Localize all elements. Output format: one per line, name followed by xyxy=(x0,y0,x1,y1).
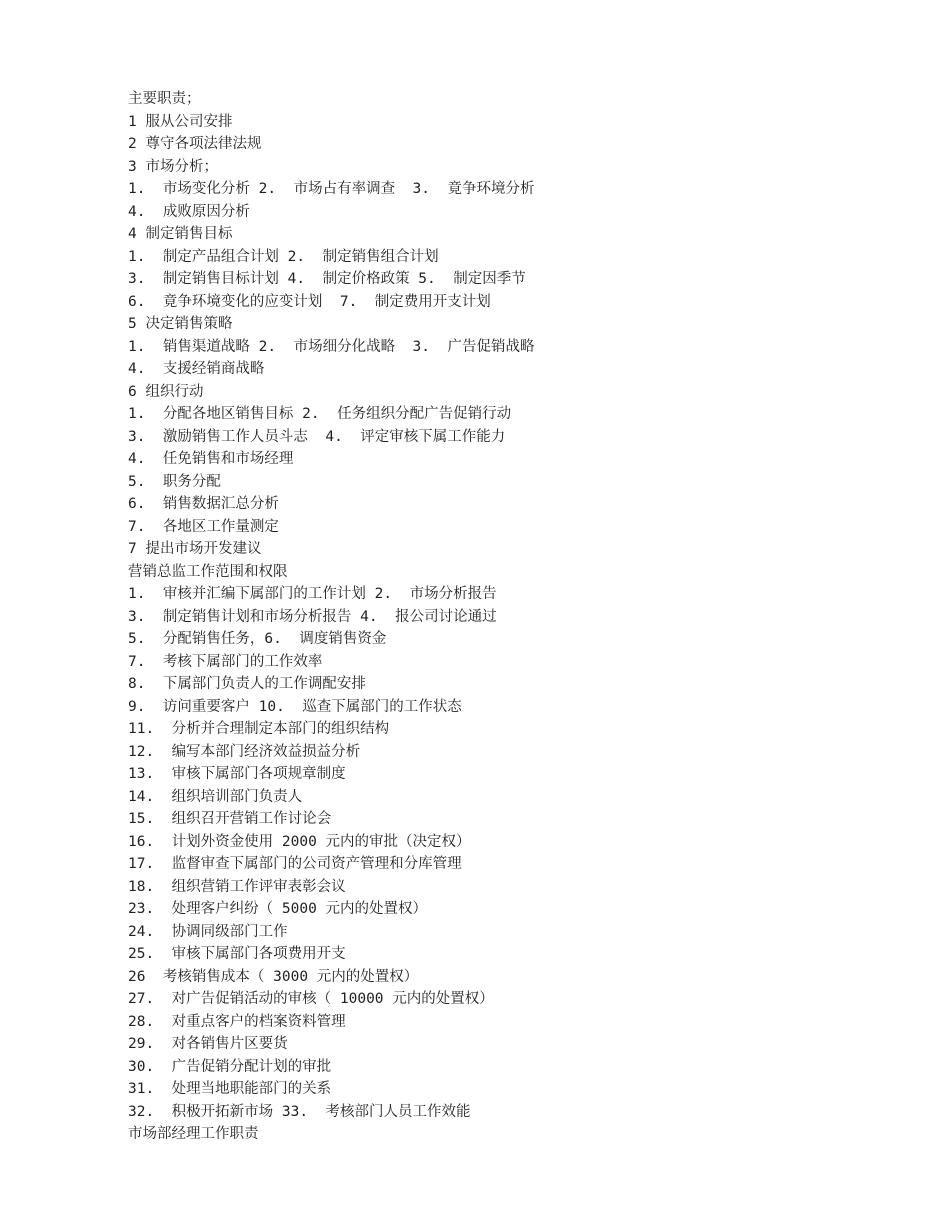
text-line: 1. 销售渠道战略 2. 市场细分化战略 3. 广告促销战略 xyxy=(128,338,535,355)
text-line: 29. 对各销售片区要货 xyxy=(128,1036,288,1052)
text-line: 11. 分析并合理制定本部门的组织结构 xyxy=(128,721,390,737)
text-line: 31. 处理当地职能部门的关系 xyxy=(128,1081,332,1097)
text-line: 7. 考核下属部门的工作效率 xyxy=(128,653,323,670)
text-line: 32. 积极开拓新市场 33. 考核部门人员工作效能 xyxy=(128,1103,471,1120)
text-line: 5. 职务分配 xyxy=(128,473,221,490)
text-line: 6. 竟争环境变化的应变计划 7. 制定费用开支计划 xyxy=(128,293,491,310)
text-line: 16. 计划外资金使用 2000 元内的审批（决定权） xyxy=(128,833,471,850)
text-line: 主要职责； xyxy=(128,91,201,107)
text-line: 7. 各地区工作量测定 xyxy=(128,518,279,535)
text-line: 14. 组织培训部门负责人 xyxy=(128,788,303,805)
text-line: 9. 访问重要客户 10. 巡查下属部门的工作状态 xyxy=(128,698,462,715)
text-line: 2 尊守各项法律法规 xyxy=(128,136,262,152)
text-line: 18. 组织营销工作评审表彰会议 xyxy=(128,878,346,895)
text-line: 24. 协调同级部门工作 xyxy=(128,923,288,940)
text-line: 4. 支援经销商战略 xyxy=(128,361,265,377)
text-line: 27. 对广告促销活动的审核（ 10000 元内的处置权） xyxy=(128,991,494,1007)
text-line: 7 提出市场开发建议 xyxy=(128,541,262,557)
text-line: 17. 监督审查下属部门的公司资产管理和分库管理 xyxy=(128,856,462,872)
text-line: 5 决定销售策略 xyxy=(128,316,233,332)
text-line: 1. 制定产品组合计划 2. 制定销售组合计划 xyxy=(128,248,439,265)
text-line: 6. 销售数据汇总分析 xyxy=(128,496,279,512)
text-line: 26 考核销售成本（ 3000 元内的处置权） xyxy=(128,968,419,985)
text-line: 3. 制定销售计划和市场分析报告 4. 报公司讨论通过 xyxy=(128,608,497,625)
text-line: 1. 审核并汇编下属部门的工作计划 2. 市场分析报告 xyxy=(128,586,497,602)
text-line: 13. 审核下属部门各项规章制度 xyxy=(128,766,346,782)
text-line: 3 市场分析； xyxy=(128,158,218,175)
text-line: 8. 下属部门负责人的工作调配安排 xyxy=(128,676,366,692)
text-line: 23. 处理客户纠纷（ 5000 元内的处置权） xyxy=(128,901,428,917)
text-line: 3. 制定销售目标计划 4. 制定价格政策 5. 制定因季节 xyxy=(128,271,526,287)
text-line: 4 制定销售目标 xyxy=(128,226,233,242)
text-line: 28. 对重点客户的档案资料管理 xyxy=(128,1013,346,1030)
text-line: 市场部经理工作职责 xyxy=(128,1126,259,1142)
text-line: 25. 审核下属部门各项费用开支 xyxy=(128,946,346,962)
text-line: 1 服从公司安排 xyxy=(128,113,233,130)
text-line: 3. 激励销售工作人员斗志 4. 评定审核下属工作能力 xyxy=(128,428,506,445)
text-line: 15. 组织召开营销工作讨论会 xyxy=(128,811,332,827)
text-line: 4. 任免销售和市场经理 xyxy=(128,451,294,467)
document-body xyxy=(128,88,908,1146)
text-line: 30. 广告促销分配计划的审批 xyxy=(128,1058,332,1075)
text-line: 营销总监工作范围和权限 xyxy=(128,563,288,580)
text-line: 1. 市场变化分析 2. 市场占有率调查 3. 竟争环境分析 xyxy=(128,181,535,197)
text-line: 4. 成败原因分析 xyxy=(128,203,250,220)
text-line: 12. 编写本部门经济效益损益分析 xyxy=(128,743,361,760)
text-line: 1. 分配各地区销售目标 2. 任务组织分配广告促销行动 xyxy=(128,406,512,422)
text-line: 6 组织行动 xyxy=(128,383,204,400)
text-line: 5. 分配销售任务，6. 调度销售资金 xyxy=(128,631,387,647)
